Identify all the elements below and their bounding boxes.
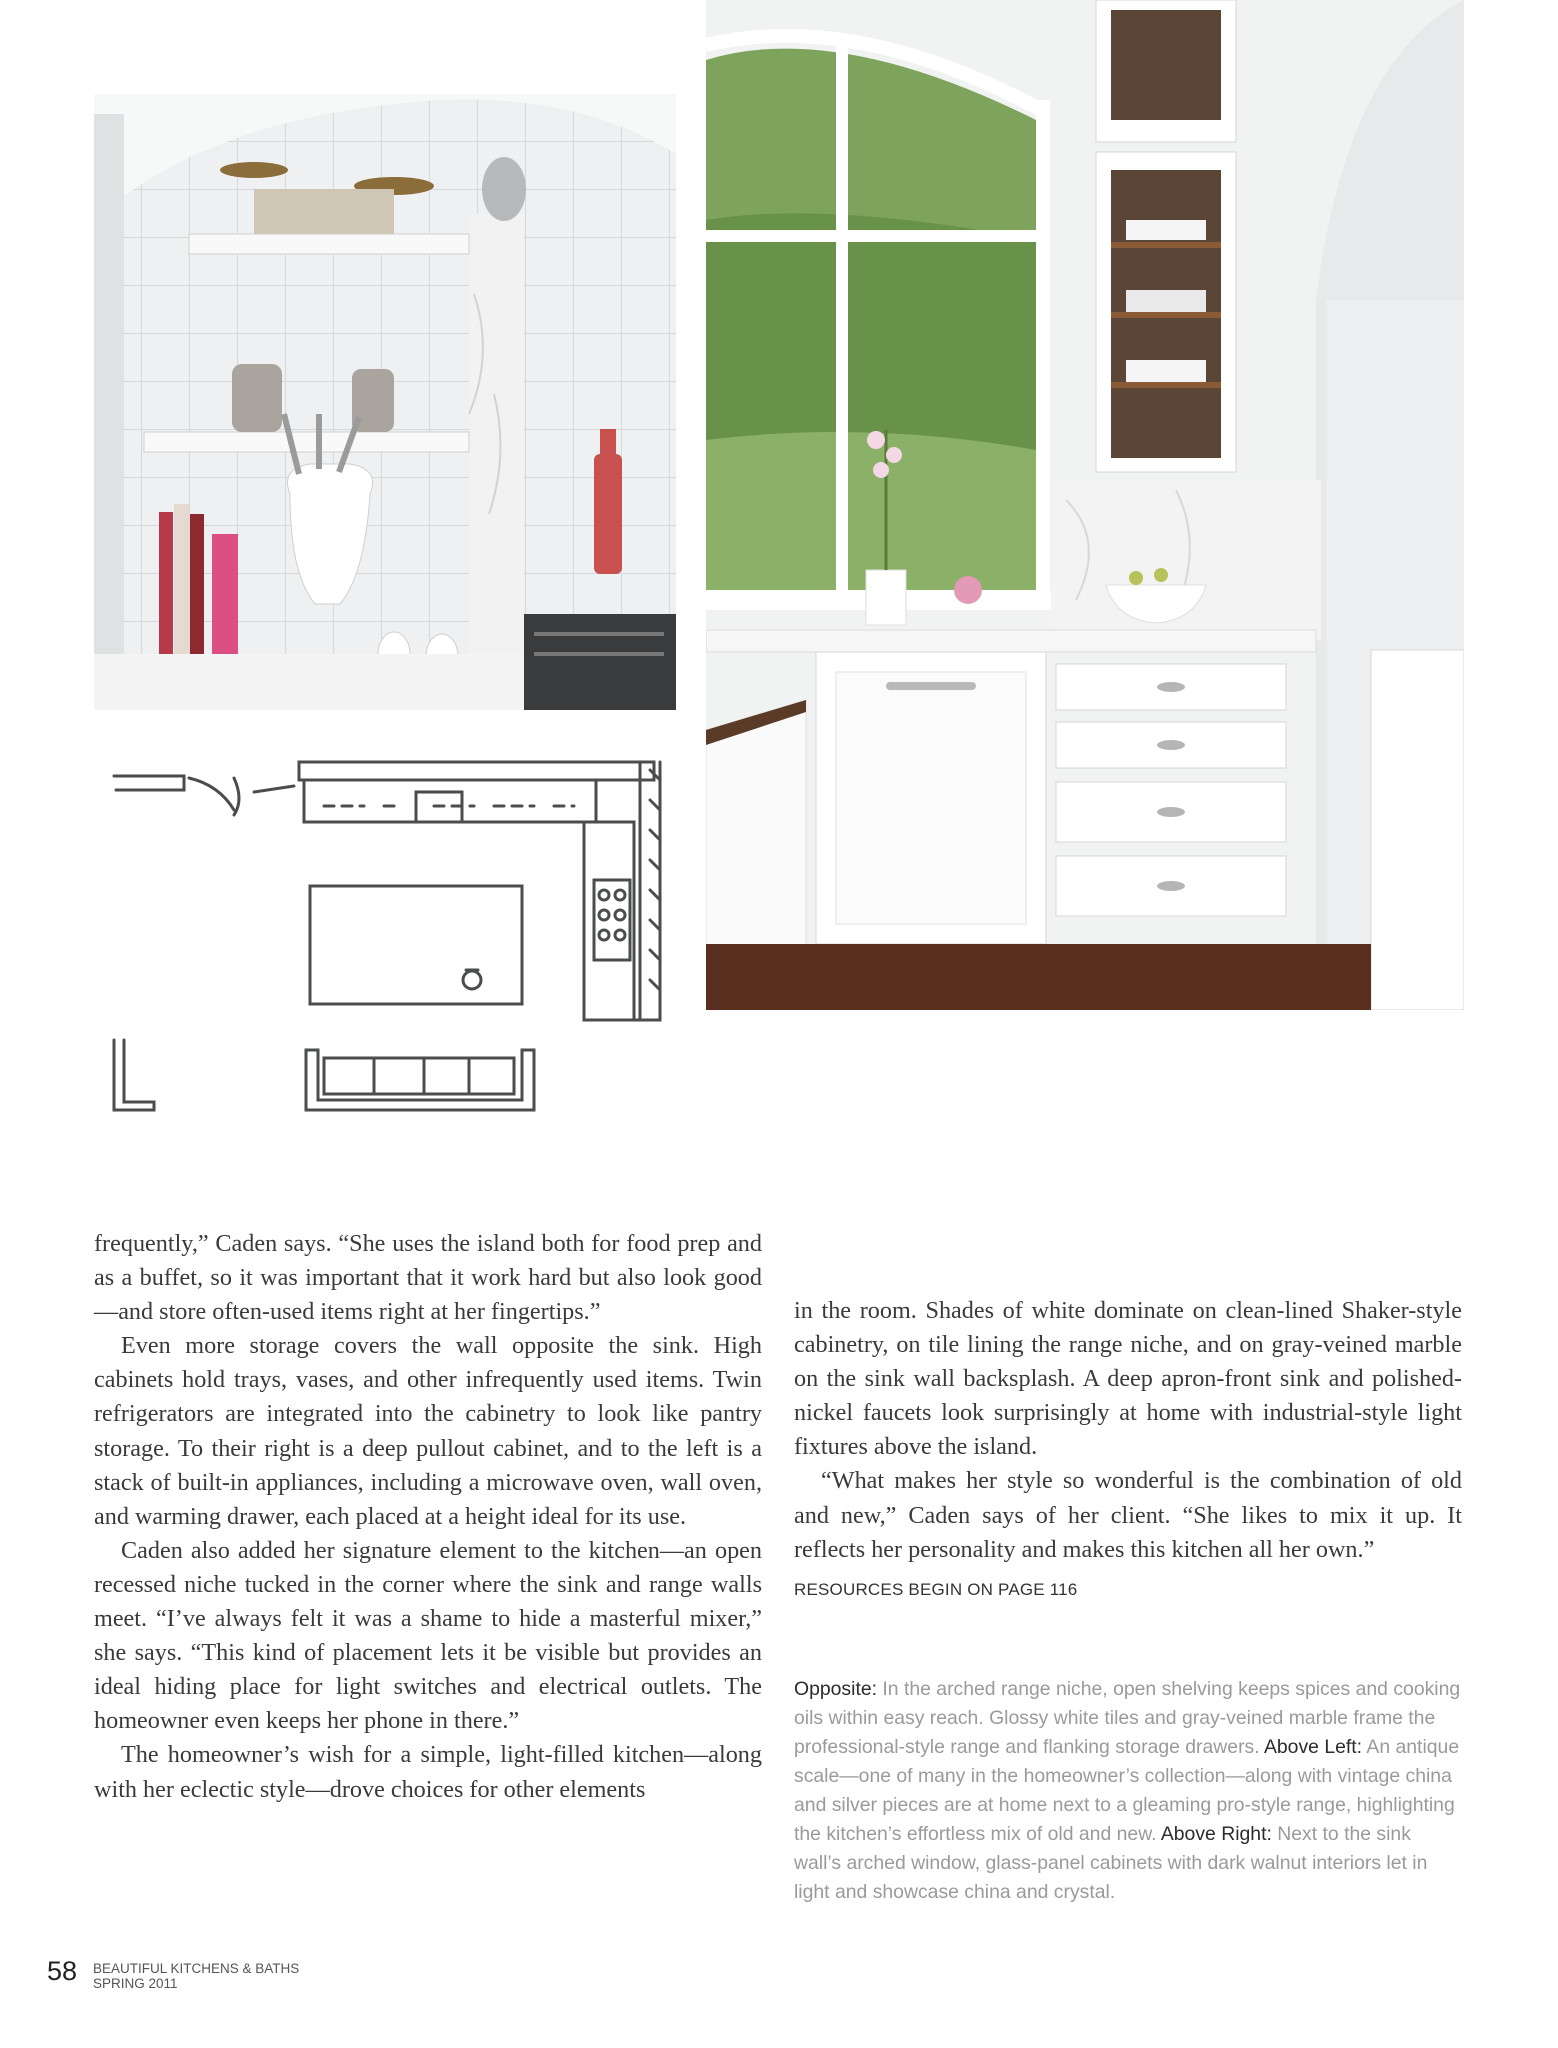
shelving-niche-illustration: [94, 94, 676, 710]
photo-shelving-niche: [94, 94, 676, 710]
body-paragraph: Even more storage covers the wall opposite the sink. High cabinets hold trays, vases, and other infrequently used items. Twin refrigerators are integrated into the cabinetry to look like pantry storage. To their right is a deep pullout cabinet, and to the left is a stack of built-in appliances, including a microwave oven, wall oven, and warming drawer, each placed at a height ideal for its use.: [94, 1332, 762, 1530]
body-paragraph: in the room. Shades of white dominate on clean-lined Shaker-style cabinetry, on tile lining the range niche, and on gray-veined marble on the sink wall backsplash. A deep apron-front sink and polished-nickel faucets look surprisingly at home with industrial-style light fixtures above the island.: [794, 1297, 1462, 1461]
body-paragraph: Caden also added her signature element to the kitchen—an open recessed niche tucked in the corner where the sink and range walls meet. “I’ve always felt it was a shame to hide a masterful mixer,” she says. “This kind of placement lets it be visible but provides an ideal hiding place for light switches and electrical outlets. The homeowner even keeps her phone in there.”: [94, 1536, 762, 1735]
caption-text-opposite: In the arched range niche, open shelving keeps spices and cooking oils within easy reach. Glossy white tiles and gray-veined marble frame the professional-style range and flanking storage drawers.: [794, 1678, 1461, 1758]
sink-wall-illustration: [706, 0, 1464, 1010]
caption-text-above-left: An antique scale—one of many in the homeowner’s collection—along with vintage china and silver pieces are at home next to a gleaming pro-style range, highlighting the kitchen’s effortless mix of old and new.: [794, 1736, 1460, 1845]
photo-sink-wall: [706, 0, 1464, 1010]
caption-label-above-left: Above Left:: [1263, 1736, 1363, 1758]
body-paragraph: The homeowner’s wish for a simple, light-filled kitchen—along with her eclectic style—drove choices for other elements: [94, 1741, 762, 1803]
floor-plan-sketch: [94, 740, 679, 1120]
body-paragraph: frequently,” Caden says. “She uses the island both for food prep and as a buffet, so it was important that it work hard but also look good—and store often-used items right at her fingertips.”: [94, 1230, 762, 1326]
page-number: 58: [47, 1956, 78, 1986]
body-text-right-column: [794, 1294, 1462, 1607]
photo-captions: [794, 1675, 1462, 1907]
resources-note: RESOURCES BEGIN ON PAGE 116: [794, 1579, 1078, 1599]
publication-issue: SPRING 2011: [93, 1976, 178, 1991]
caption-label-above-right: Above Right:: [1160, 1823, 1272, 1845]
publication-name: BEAUTIFUL KITCHENS & BATHS: [93, 1961, 300, 1976]
body-text-left-column: [94, 1227, 762, 1807]
body-paragraph: “What makes her style so wonderful is the combination of old and new,” Caden says of her client. “She likes to mix it up. It reflects her personality and makes this kitchen all her own.”: [794, 1467, 1462, 1563]
floor-plan-drawing: [94, 740, 679, 1120]
caption-label-opposite: Opposite:: [794, 1678, 877, 1700]
caption-text-above-right: Next to the sink wall’s arched window, glass-panel cabinets with dark walnut interiors let in light and showcase china and crystal.: [794, 1823, 1428, 1903]
